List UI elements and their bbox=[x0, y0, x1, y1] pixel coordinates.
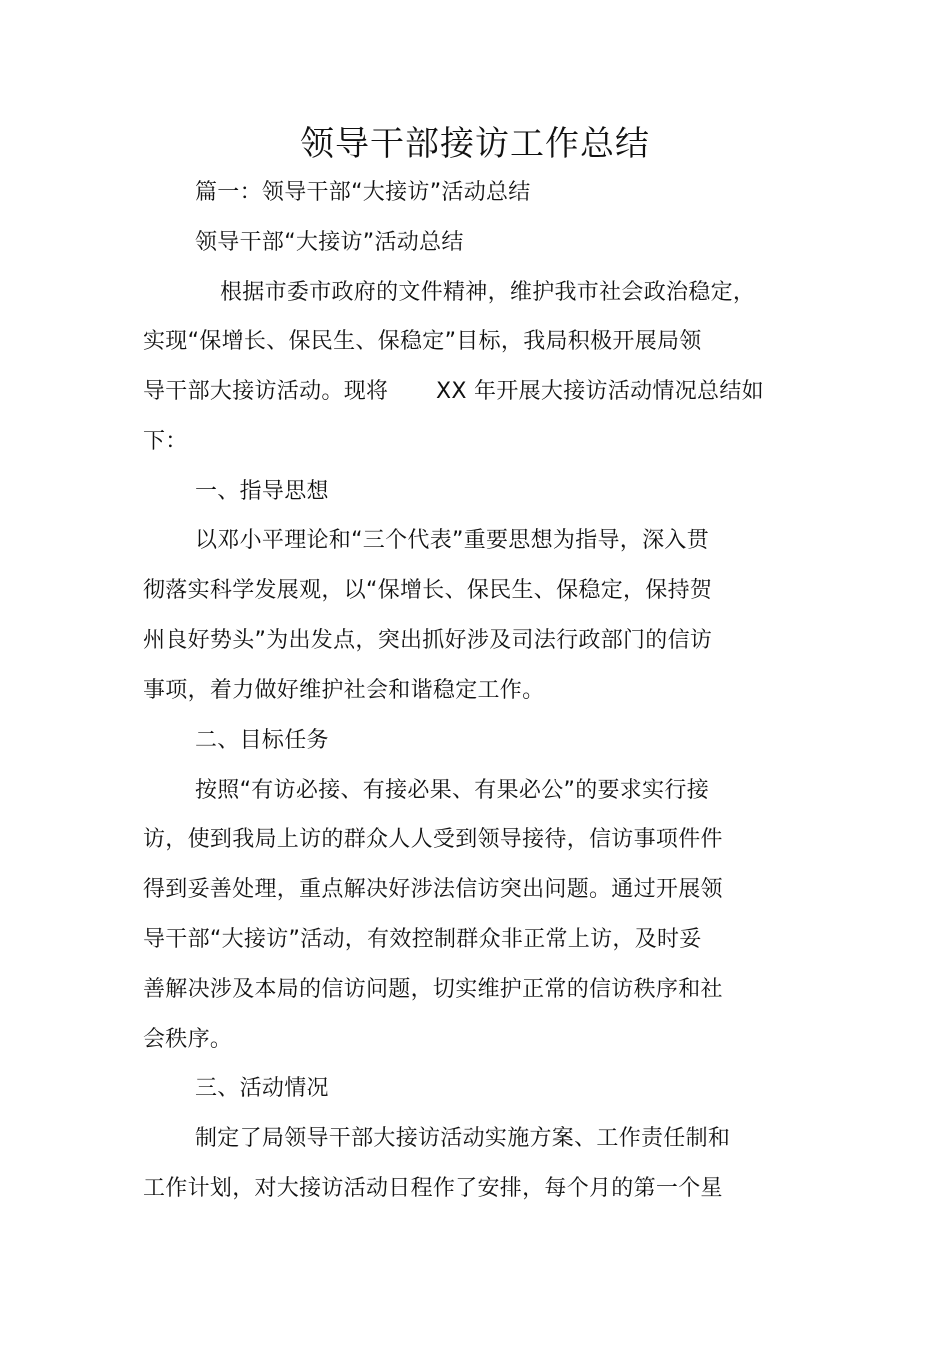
paragraph-line: 访，使到我局上访的群众人人受到领导接待，信访事项件件 bbox=[143, 827, 723, 852]
paragraph-line: XX 年开展大接访活动情况总结如 bbox=[436, 379, 764, 404]
paragraph-line: 会秩序。 bbox=[143, 1027, 233, 1052]
paragraph-line: 根据市委市政府的文件精神，维护我市社会政治稳定， bbox=[220, 280, 756, 305]
paragraph-line: 导干部“大接访”活动，有效控制群众非正常上访，及时妥 bbox=[143, 927, 702, 952]
paragraph-line: 工作计划，对大接访活动日程作了安排，每个月的第一个星 bbox=[143, 1176, 723, 1201]
section-subtitle: 领导干部“大接访”活动总结 bbox=[195, 230, 464, 255]
paragraph-line: 善解决涉及本局的信访问题，切实维护正常的信访秩序和社 bbox=[143, 977, 723, 1002]
paragraph-line: 以邓小平理论和“三个代表”重要思想为指导，深入贯 bbox=[195, 528, 709, 553]
section-heading: 一、指导思想 bbox=[195, 479, 329, 504]
paragraph-line: 州良好势头”为出发点，突出抓好涉及司法行政部门的信访 bbox=[143, 628, 713, 653]
section-heading: 三、活动情况 bbox=[195, 1076, 329, 1101]
paragraph-line: 按照“有访必接、有接必果、有果必公”的要求实行接 bbox=[195, 778, 709, 803]
paragraph-line: 下： bbox=[143, 429, 188, 454]
paragraph-line: 导干部大接访活动。现将 bbox=[143, 379, 389, 404]
section-heading: 二、目标任务 bbox=[195, 728, 329, 753]
document-title: 领导干部接访工作总结 bbox=[300, 124, 650, 164]
paragraph-line: 彻落实科学发展观，以“保增长、保民生、保稳定，保持贺 bbox=[143, 578, 713, 603]
paragraph-line: 实现“保增长、保民生、保稳定”目标，我局积极开展局领 bbox=[143, 329, 702, 354]
paragraph-line: 制定了局领导干部大接访活动实施方案、工作责任制和 bbox=[195, 1126, 731, 1151]
paragraph-line: 事项，着力做好维护社会和谐稳定工作。 bbox=[143, 678, 545, 703]
chapter-heading: 篇一：领导干部“大接访”活动总结 bbox=[195, 180, 531, 205]
paragraph-line: 得到妥善处理，重点解决好涉法信访突出问题。通过开展领 bbox=[143, 877, 723, 902]
